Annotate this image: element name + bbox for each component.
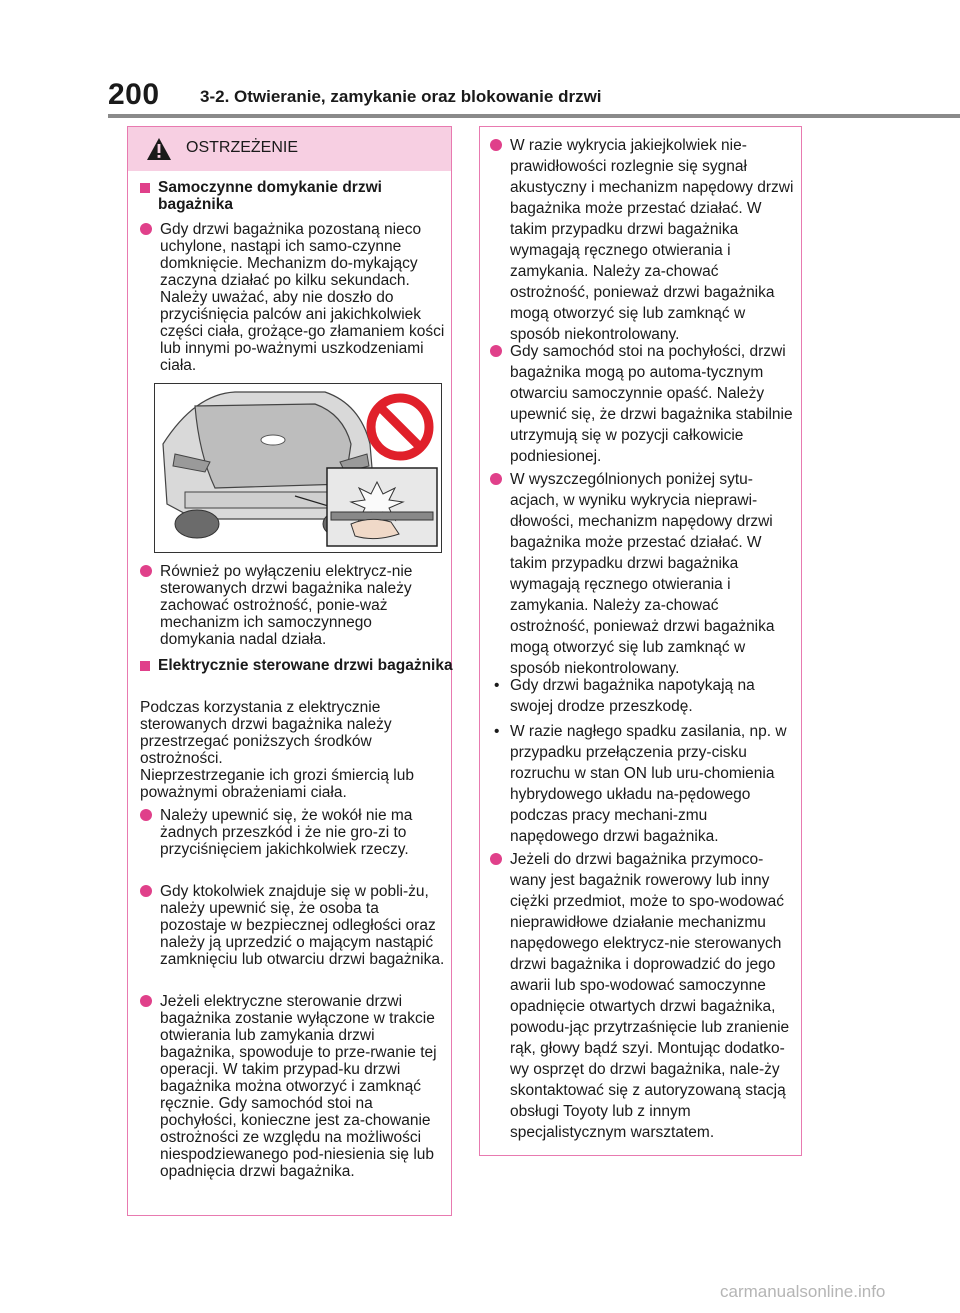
circle-bullet-icon bbox=[140, 223, 152, 235]
subheading-auto-closing: Samoczynne domykanie drzwi bagażnika bbox=[140, 179, 453, 213]
left-bullet-2: Również po wyłączeniu elektrycz-nie sterowanych drzwi bagażnika należy zachować ostrożność, ponie-waż mechanizm ich samoczynnego domykania nadal działa. bbox=[140, 563, 445, 648]
circle-bullet-icon bbox=[490, 473, 502, 485]
left-paragraph: Podczas korzystania z elektrycznie sterowanych drzwi bagażnika należy przestrzegać poniższych środków ostrożności. Nieprzestrzeganie ich grozi śmiercią lub poważnymi obrażeniami ciała. bbox=[140, 699, 414, 801]
left-bullet-5: Jeżeli elektryczne sterowanie drzwi bagażnika zostanie wyłączone w trakcie otwierania lub zamykania drzwi bagażnika, spowoduje to prze-rwanie tej operacji. W takim przypad-ku drzwi bagażnika można otworzyć i zamknąć ręcznie. Gdy samochód stoi na pochyłości, konieczne jest za-chowanie ostrożności ze względu na możliwości niespodziewanego pod-niesienia się lub opadnięcia drzwi bagażnika. bbox=[140, 993, 445, 1180]
illustration-tailgate-hand-pinch bbox=[154, 383, 442, 553]
dot-bullet-icon: • bbox=[494, 723, 500, 740]
watermark: carmanualsonline.info bbox=[720, 1282, 886, 1301]
circle-bullet-icon bbox=[140, 809, 152, 821]
right-subbullet-2: • W razie nagłego spadku zasilania, np. w przypadku przełączenia przy-cisku rozruchu w stan ON lub uru-chomienia hybrydowego układu na-pędowego podczas pracy mechani-zmu napędowego drzwi bagażnika. bbox=[494, 723, 787, 845]
warning-bar bbox=[128, 127, 451, 171]
header-rule bbox=[108, 114, 960, 118]
left-bullet-1: Gdy drzwi bagażnika pozostaną nieco uchylone, nastąpi ich samo-czynne domknięcie. Mechanizm do-mykający zaczyna działać po kilku sekundach. Należy uważać, aby nie doszło do przyciśnięcia palców ani jakichkolwiek części ciała, grożące-go złamaniem kości lub innymi po-ważnymi uszkodzeniami ciała. bbox=[140, 221, 445, 374]
circle-bullet-icon bbox=[490, 139, 502, 151]
right-bullet-2: Gdy samochód stoi na pochyłości, drzwi bagażnika mogą po automa-tycznym otwarciu samoczynnie opaść. Należy upewnić się, że drzwi bagażnika stabilnie utrzymują się w pozycji całkowicie podniesionej. bbox=[490, 341, 795, 467]
page-number: 200 bbox=[108, 78, 160, 111]
square-bullet-icon bbox=[140, 183, 150, 193]
circle-bullet-icon bbox=[140, 885, 152, 897]
prohibition-sign-icon bbox=[365, 392, 435, 462]
right-bullet-3: W wyszczególnionych poniżej sytu-acjach, w wyniku wykrycia nieprawi-dłowości, mechanizm napędowy drzwi bagażnika może przestać działać. W takim przypadku drzwi bagażnika wymagają ręcznego otwierania i zamykania. Należy za-chować ostrożność, ponieważ drzwi bagażnika mogą otworzyć się lub zamknąć w sposób niekontrolowany. bbox=[490, 469, 795, 679]
warning-title: OSTRZEŻENIE bbox=[186, 139, 299, 156]
subheading-power-tailgate: Elektrycznie sterowane drzwi bagażnika bbox=[140, 657, 453, 674]
left-bullet-3: Należy upewnić się, że wokół nie ma żadnych przeszkód i że nie gro-zi to przyciśnięciem jakichkolwiek rzeczy. bbox=[140, 807, 445, 858]
right-bullet-1: W razie wykrycia jakiejkolwiek nie-prawidłowości rozlegnie się sygnał akustyczny i mechanizm napędowy drzwi bagażnika może przestać działać. W takim przypadku drzwi bagażnika wymagają ręcznego otwierania i zamykania. Należy za-chować ostrożność, ponieważ drzwi bagażnika mogą otworzyć się lub zamknąć w sposób niekontrolowany. bbox=[490, 135, 795, 345]
warning-triangle-icon bbox=[146, 137, 172, 161]
circle-bullet-icon bbox=[140, 565, 152, 577]
circle-bullet-icon bbox=[490, 345, 502, 357]
dot-bullet-icon: • bbox=[494, 677, 500, 694]
right-subbullet-1: • Gdy drzwi bagażnika napotykają na swojej drodze przeszkodę. bbox=[494, 677, 755, 715]
circle-bullet-icon bbox=[140, 995, 152, 1007]
warning-panel-left bbox=[127, 126, 452, 1216]
left-bullet-4: Gdy ktokolwiek znajduje się w pobli-żu, należy upewnić się, że osoba ta pozostaje w bezpiecznej odległości oraz należy ją uprzedzić o mającym nastąpić zamknięciu lub otwarciu drzwi bagażnika. bbox=[140, 883, 445, 968]
square-bullet-icon bbox=[140, 661, 150, 671]
circle-bullet-icon bbox=[490, 853, 502, 865]
warning-panel-right bbox=[479, 126, 802, 1156]
section-title: 3-2. Otwieranie, zamykanie oraz blokowanie drzwi bbox=[200, 87, 602, 106]
right-bullet-4: Jeżeli do drzwi bagażnika przymoco-wany jest bagażnik rowerowy lub inny ciężki przedmiot, może to spo-wodować nieprawidłowe działanie mechanizmu napędowego elektrycz-nie sterowanych drzwi bagażnika i doprowadzić do jego awarii lub spo-wodować samoczynne opadnięcie otwartych drzwi bagażnika, powodu-jąc przytrzaśnięcie lub zranienie rąk, głowy bądź szyi. Montując dodatko-wy osprzęt do drzwi bagażnika, nale-ży skontaktować się z autoryzowaną stacją obsługi Toyoty lub z innym specjalistycznym warsztatem. bbox=[490, 849, 795, 1143]
